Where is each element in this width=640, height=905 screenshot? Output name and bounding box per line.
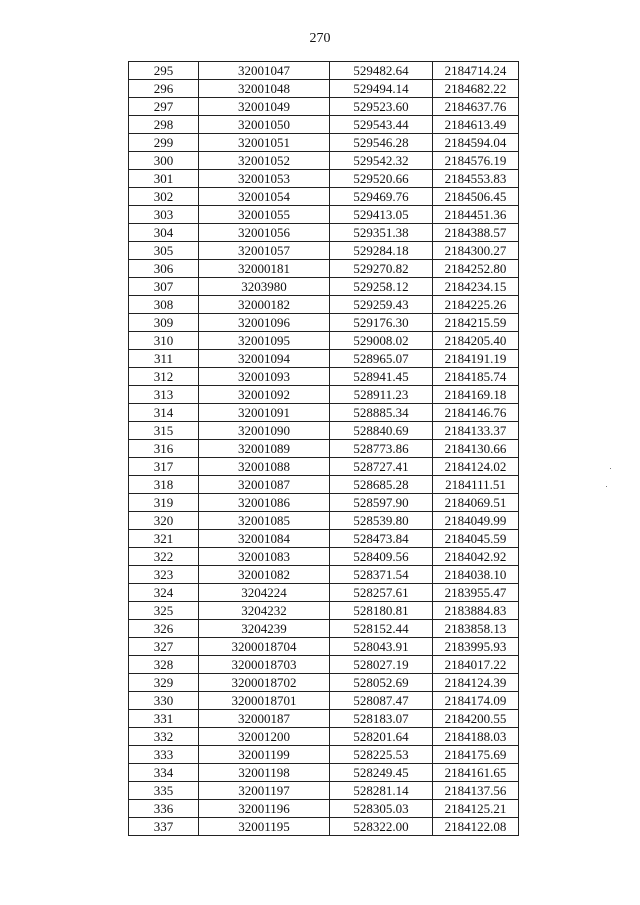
table-row (129, 314, 519, 332)
table-row (129, 530, 519, 548)
row-number-cell: 329 (129, 674, 199, 692)
y-coordinate-cell: 2184133.37 (433, 422, 519, 440)
table-row (129, 620, 519, 638)
row-number-cell: 311 (129, 350, 199, 368)
row-number-cell: 318 (129, 476, 199, 494)
row-number-cell: 334 (129, 764, 199, 782)
row-number-cell: 330 (129, 692, 199, 710)
point-id-cell: 32001049 (199, 98, 330, 116)
table-row (129, 566, 519, 584)
x-coordinate-cell: 528087.47 (330, 692, 433, 710)
y-coordinate-cell: 2183858.13 (433, 620, 519, 638)
table-row (129, 818, 519, 836)
x-coordinate-cell: 529494.14 (330, 80, 433, 98)
point-id-cell: 32001085 (199, 512, 330, 530)
table-row (129, 638, 519, 656)
table-row (129, 188, 519, 206)
y-coordinate-cell: 2184017.22 (433, 656, 519, 674)
point-id-cell: 32001086 (199, 494, 330, 512)
x-coordinate-cell: 529008.02 (330, 332, 433, 350)
y-coordinate-cell: 2183995.93 (433, 638, 519, 656)
y-coordinate-cell: 2184682.22 (433, 80, 519, 98)
x-coordinate-cell: 529543.44 (330, 116, 433, 134)
point-id-cell: 32001088 (199, 458, 330, 476)
y-coordinate-cell: 2184069.51 (433, 494, 519, 512)
y-coordinate-cell: 2184174.09 (433, 692, 519, 710)
point-id-cell: 3203980 (199, 278, 330, 296)
row-number-cell: 320 (129, 512, 199, 530)
x-coordinate-cell: 528043.91 (330, 638, 433, 656)
table-row (129, 548, 519, 566)
y-coordinate-cell: 2184215.59 (433, 314, 519, 332)
table-row (129, 602, 519, 620)
x-coordinate-cell: 528052.69 (330, 674, 433, 692)
table-row (129, 98, 519, 116)
table-row (129, 134, 519, 152)
table-row (129, 62, 519, 80)
row-number-cell: 331 (129, 710, 199, 728)
table-row (129, 512, 519, 530)
x-coordinate-cell: 529351.38 (330, 224, 433, 242)
y-coordinate-cell: 2184125.21 (433, 800, 519, 818)
row-number-cell: 301 (129, 170, 199, 188)
table-row (129, 386, 519, 404)
y-coordinate-cell: 2184714.24 (433, 62, 519, 80)
row-number-cell: 319 (129, 494, 199, 512)
row-number-cell: 328 (129, 656, 199, 674)
y-coordinate-cell: 2184225.26 (433, 296, 519, 314)
point-id-cell: 32000187 (199, 710, 330, 728)
row-number-cell: 332 (129, 728, 199, 746)
x-coordinate-cell: 528201.64 (330, 728, 433, 746)
y-coordinate-cell: 2184185.74 (433, 368, 519, 386)
point-id-cell: 32001200 (199, 728, 330, 746)
point-id-cell: 3200018702 (199, 674, 330, 692)
table-row (129, 296, 519, 314)
x-coordinate-cell: 528965.07 (330, 350, 433, 368)
row-number-cell: 300 (129, 152, 199, 170)
table-row (129, 710, 519, 728)
row-number-cell: 310 (129, 332, 199, 350)
page-number: 270 (309, 31, 331, 46)
y-coordinate-cell: 2184191.19 (433, 350, 519, 368)
x-coordinate-cell: 529523.60 (330, 98, 433, 116)
x-coordinate-cell: 529284.18 (330, 242, 433, 260)
point-id-cell: 32001094 (199, 350, 330, 368)
x-coordinate-cell: 528257.61 (330, 584, 433, 602)
x-coordinate-cell: 528225.53 (330, 746, 433, 764)
table-row (129, 224, 519, 242)
point-id-cell: 32001057 (199, 242, 330, 260)
row-number-cell: 314 (129, 404, 199, 422)
table-row (129, 674, 519, 692)
x-coordinate-cell: 529413.05 (330, 206, 433, 224)
y-coordinate-cell: 2184388.57 (433, 224, 519, 242)
y-coordinate-cell: 2184124.39 (433, 674, 519, 692)
table-row (129, 368, 519, 386)
table-row (129, 458, 519, 476)
point-id-cell: 32001196 (199, 800, 330, 818)
y-coordinate-cell: 2184122.08 (433, 818, 519, 836)
point-id-cell: 3204232 (199, 602, 330, 620)
y-coordinate-cell: 2184038.10 (433, 566, 519, 584)
point-id-cell: 3204224 (199, 584, 330, 602)
point-id-cell: 32001055 (199, 206, 330, 224)
y-coordinate-cell: 2184111.51 (433, 476, 519, 494)
point-id-cell: 32001082 (199, 566, 330, 584)
x-coordinate-cell: 528773.86 (330, 440, 433, 458)
point-id-cell: 32001051 (199, 134, 330, 152)
y-coordinate-cell: 2184124.02 (433, 458, 519, 476)
point-id-cell: 3200018703 (199, 656, 330, 674)
row-number-cell: 326 (129, 620, 199, 638)
table-row (129, 80, 519, 98)
x-coordinate-cell: 529259.43 (330, 296, 433, 314)
point-id-cell: 3200018704 (199, 638, 330, 656)
x-coordinate-cell: 528409.56 (330, 548, 433, 566)
x-coordinate-cell: 529546.28 (330, 134, 433, 152)
table-row (129, 728, 519, 746)
table-row (129, 764, 519, 782)
row-number-cell: 316 (129, 440, 199, 458)
y-coordinate-cell: 2184042.92 (433, 548, 519, 566)
table-row (129, 476, 519, 494)
coordinates-table-body (129, 62, 519, 836)
point-id-cell: 32001083 (199, 548, 330, 566)
table-row (129, 440, 519, 458)
y-coordinate-cell: 2184188.03 (433, 728, 519, 746)
x-coordinate-cell: 529176.30 (330, 314, 433, 332)
scan-speck (606, 486, 607, 487)
x-coordinate-cell: 529482.64 (330, 62, 433, 80)
row-number-cell: 337 (129, 818, 199, 836)
table-row (129, 242, 519, 260)
table-row (129, 332, 519, 350)
row-number-cell: 324 (129, 584, 199, 602)
y-coordinate-cell: 2184169.18 (433, 386, 519, 404)
x-coordinate-cell: 528473.84 (330, 530, 433, 548)
row-number-cell: 306 (129, 260, 199, 278)
point-id-cell: 32001096 (199, 314, 330, 332)
y-coordinate-cell: 2184205.40 (433, 332, 519, 350)
point-id-cell: 32001050 (199, 116, 330, 134)
x-coordinate-cell: 528371.54 (330, 566, 433, 584)
row-number-cell: 321 (129, 530, 199, 548)
y-coordinate-cell: 2184137.56 (433, 782, 519, 800)
table-row (129, 584, 519, 602)
y-coordinate-cell: 2184576.19 (433, 152, 519, 170)
y-coordinate-cell: 2184161.65 (433, 764, 519, 782)
table-row (129, 692, 519, 710)
y-coordinate-cell: 2184200.55 (433, 710, 519, 728)
row-number-cell: 298 (129, 116, 199, 134)
row-number-cell: 312 (129, 368, 199, 386)
row-number-cell: 296 (129, 80, 199, 98)
row-number-cell: 325 (129, 602, 199, 620)
table-row (129, 170, 519, 188)
x-coordinate-cell: 529520.66 (330, 170, 433, 188)
row-number-cell: 305 (129, 242, 199, 260)
point-id-cell: 32001095 (199, 332, 330, 350)
x-coordinate-cell: 528305.03 (330, 800, 433, 818)
row-number-cell: 322 (129, 548, 199, 566)
table-row (129, 782, 519, 800)
x-coordinate-cell: 528885.34 (330, 404, 433, 422)
point-id-cell: 32001047 (199, 62, 330, 80)
table-row (129, 116, 519, 134)
point-id-cell: 3200018701 (199, 692, 330, 710)
table-row (129, 350, 519, 368)
row-number-cell: 295 (129, 62, 199, 80)
y-coordinate-cell: 2184637.76 (433, 98, 519, 116)
row-number-cell: 327 (129, 638, 199, 656)
y-coordinate-cell: 2184234.15 (433, 278, 519, 296)
row-number-cell: 309 (129, 314, 199, 332)
point-id-cell: 32001053 (199, 170, 330, 188)
point-id-cell: 32001090 (199, 422, 330, 440)
y-coordinate-cell: 2184175.69 (433, 746, 519, 764)
y-coordinate-cell: 2184594.04 (433, 134, 519, 152)
point-id-cell: 3204239 (199, 620, 330, 638)
row-number-cell: 336 (129, 800, 199, 818)
x-coordinate-cell: 528727.41 (330, 458, 433, 476)
point-id-cell: 32001197 (199, 782, 330, 800)
point-id-cell: 32001056 (199, 224, 330, 242)
row-number-cell: 323 (129, 566, 199, 584)
scan-speck (610, 468, 611, 469)
point-id-cell: 32001198 (199, 764, 330, 782)
y-coordinate-cell: 2184049.99 (433, 512, 519, 530)
row-number-cell: 307 (129, 278, 199, 296)
y-coordinate-cell: 2184613.49 (433, 116, 519, 134)
row-number-cell: 303 (129, 206, 199, 224)
y-coordinate-cell: 2184045.59 (433, 530, 519, 548)
table-row (129, 152, 519, 170)
row-number-cell: 304 (129, 224, 199, 242)
y-coordinate-cell: 2184553.83 (433, 170, 519, 188)
row-number-cell: 317 (129, 458, 199, 476)
row-number-cell: 297 (129, 98, 199, 116)
y-coordinate-cell: 2184252.80 (433, 260, 519, 278)
row-number-cell: 313 (129, 386, 199, 404)
x-coordinate-cell: 528911.23 (330, 386, 433, 404)
x-coordinate-cell: 529270.82 (330, 260, 433, 278)
x-coordinate-cell: 528941.45 (330, 368, 433, 386)
x-coordinate-cell: 528180.81 (330, 602, 433, 620)
x-coordinate-cell: 528322.00 (330, 818, 433, 836)
row-number-cell: 299 (129, 134, 199, 152)
point-id-cell: 32001048 (199, 80, 330, 98)
x-coordinate-cell: 528152.44 (330, 620, 433, 638)
point-id-cell: 32001092 (199, 386, 330, 404)
x-coordinate-cell: 528027.19 (330, 656, 433, 674)
table-row (129, 206, 519, 224)
coordinates-table (128, 61, 519, 836)
y-coordinate-cell: 2184506.45 (433, 188, 519, 206)
table-row (129, 656, 519, 674)
y-coordinate-cell: 2184451.36 (433, 206, 519, 224)
point-id-cell: 32000181 (199, 260, 330, 278)
x-coordinate-cell: 529258.12 (330, 278, 433, 296)
point-id-cell: 32001084 (199, 530, 330, 548)
point-id-cell: 32001195 (199, 818, 330, 836)
x-coordinate-cell: 528249.45 (330, 764, 433, 782)
y-coordinate-cell: 2184146.76 (433, 404, 519, 422)
table-row (129, 422, 519, 440)
point-id-cell: 32001089 (199, 440, 330, 458)
y-coordinate-cell: 2183884.83 (433, 602, 519, 620)
x-coordinate-cell: 528597.90 (330, 494, 433, 512)
row-number-cell: 302 (129, 188, 199, 206)
x-coordinate-cell: 528183.07 (330, 710, 433, 728)
x-coordinate-cell: 529542.32 (330, 152, 433, 170)
x-coordinate-cell: 528840.69 (330, 422, 433, 440)
point-id-cell: 32001091 (199, 404, 330, 422)
row-number-cell: 315 (129, 422, 199, 440)
y-coordinate-cell: 2184130.66 (433, 440, 519, 458)
y-coordinate-cell: 2183955.47 (433, 584, 519, 602)
point-id-cell: 32001093 (199, 368, 330, 386)
x-coordinate-cell: 528281.14 (330, 782, 433, 800)
table-row (129, 494, 519, 512)
table-row (129, 746, 519, 764)
point-id-cell: 32000182 (199, 296, 330, 314)
row-number-cell: 335 (129, 782, 199, 800)
row-number-cell: 308 (129, 296, 199, 314)
point-id-cell: 32001054 (199, 188, 330, 206)
table-row (129, 800, 519, 818)
table-row (129, 278, 519, 296)
y-coordinate-cell: 2184300.27 (433, 242, 519, 260)
x-coordinate-cell: 528539.80 (330, 512, 433, 530)
point-id-cell: 32001087 (199, 476, 330, 494)
x-coordinate-cell: 528685.28 (330, 476, 433, 494)
x-coordinate-cell: 529469.76 (330, 188, 433, 206)
point-id-cell: 32001052 (199, 152, 330, 170)
table-row (129, 260, 519, 278)
point-id-cell: 32001199 (199, 746, 330, 764)
row-number-cell: 333 (129, 746, 199, 764)
table-row (129, 404, 519, 422)
